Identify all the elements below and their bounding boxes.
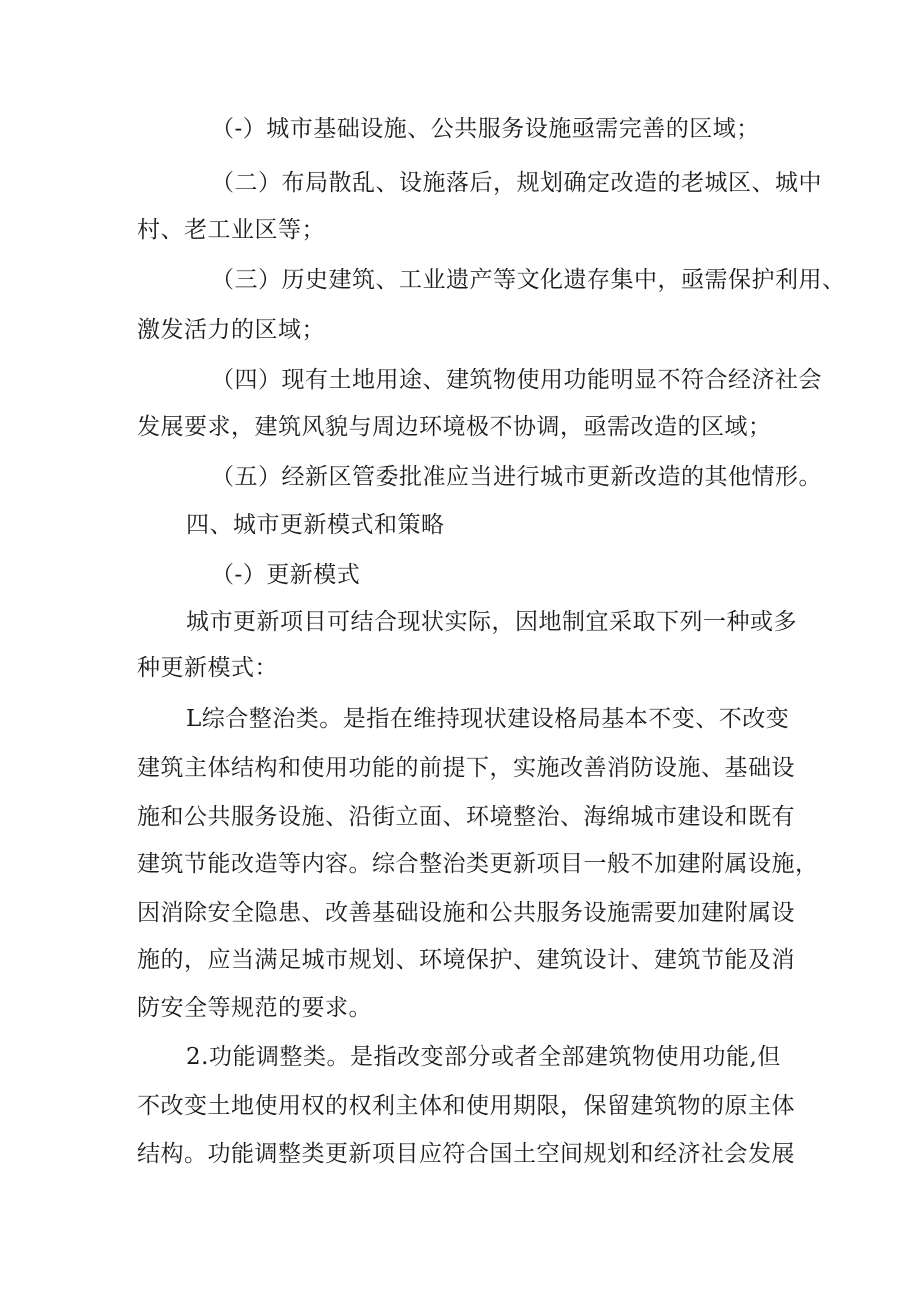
text-line: （四）现有土地用途、建筑物使用功能明显不符合经济社会 — [211, 367, 822, 393]
text-line: 建筑节能改造等内容。综合整治类更新项目一般不加建附属设施， — [137, 851, 819, 877]
text-line: （五）经新区管委批准应当进行城市更新改造的其他情形。 — [211, 464, 822, 490]
section-heading: 四、城市更新模式和策略 — [186, 512, 445, 538]
text-line: 种更新模式： — [137, 655, 278, 681]
text-line: 激发活力的区域； — [137, 317, 325, 343]
text-line: 防安全等规范的要求。 — [137, 995, 372, 1021]
text-line: 村、老工业区等； — [137, 217, 325, 243]
text-line: （-）城市基础设施、公共服务设施亟需完善的区域； — [211, 116, 760, 142]
text-line: 2.功能调整类。是指改变部分或者全部建筑物使用功能,但 — [186, 1044, 781, 1070]
text-line: （三）历史建筑、工业遗产等文化遗存集中，亟需保护利用、 — [211, 267, 846, 293]
text-line: 建筑主体结构和使用功能的前提下，实施改善消防设施、基础设 — [137, 755, 795, 781]
text-line: 发展要求，建筑风貌与周边环境极不协调，亟需改造的区域； — [137, 414, 772, 440]
subsection-heading: （-）更新模式 — [211, 562, 361, 588]
text-line: L综合整治类。是指在维持现状建设格局基本不变、不改变 — [186, 706, 790, 732]
text-line: 施和公共服务设施、沿街立面、环境整治、海绵城市建设和既有 — [137, 804, 795, 830]
text-line: 城市更新项目可结合现状实际，因地制宜采取下列一种或多 — [186, 609, 797, 635]
text-line: 不改变土地使用权的权利主体和使用期限，保留建筑物的原主体 — [137, 1093, 795, 1119]
text-line: 结构。功能调整类更新项目应符合国土空间规划和经济社会发展 — [137, 1141, 795, 1167]
text-line: 施的，应当满足城市规划、环境保护、建筑设计、建筑节能及消 — [137, 947, 795, 973]
text-line: 因消除安全隐患、改善基础设施和公共服务设施需要加建附属设 — [137, 900, 795, 926]
text-line: （二）布局散乱、设施落后，规划确定改造的老城区、城中 — [211, 170, 822, 196]
